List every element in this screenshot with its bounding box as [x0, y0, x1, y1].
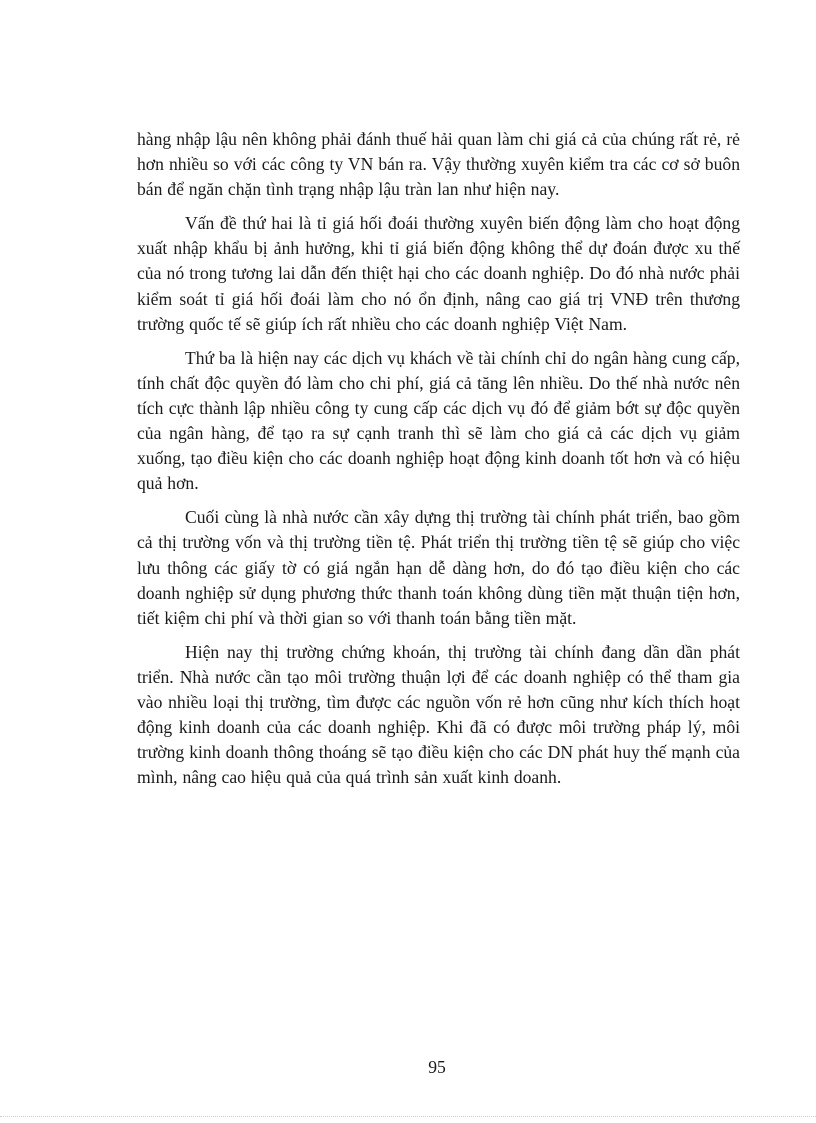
- paragraph-financial-services: Thứ ba là hiện nay các dịch vụ khách về tài chính chỉ do ngân hàng cung cấp, tính chất độc quyền đó làm cho chi phí, giá cả tăng lên nhiều. Do thế nhà nước nên tích cực thành lập nhiều công ty cung cấp các dịch vụ đó để giảm bớt sự độc quyền của ngân hàng, để tạo ra sự cạnh tranh thì sẽ làm cho giá cả các dịch vụ giảm xuống, tạo điều kiện cho các doanh nghiệp hoạt động kinh doanh tốt hơn và có hiệu quả hơn.: [137, 347, 740, 494]
- paragraph-financial-market: Cuối cùng là nhà nước cần xây dựng thị trường tài chính phát triển, bao gồm cả thị trường vốn và thị trường tiền tệ. Phát triển thị trường tiền tệ sẽ giúp cho việc lưu thông các giấy tờ có giá ngắn hạn dễ dàng hơn, do đó tạo điều kiện cho các doanh nghiệp sử dụng phương thức thanh toán không dùng tiền mặt thuận tiện hơn, tiết kiệm chi phí và thời gian so với thanh toán bằng tiền mặt.: [137, 507, 740, 628]
- paragraph-exchange-rate: Vấn đề thứ hai là tỉ giá hối đoái thường xuyên biến động làm cho hoạt động xuất nhập khẩu bị ảnh hưởng, khi tỉ giá biến động không thể dự đoán được xu thế của nó trong tương lai dẫn đến thiệt hại cho các doanh nghiệp. Do đó nhà nước phải kiểm soát tỉ giá hối đoái làm cho nó ổn định, nâng cao giá trị VNĐ trên thương trường quốc tế sẽ giúp ích rất nhiều cho các doanh nghiệp Việt Nam.: [137, 213, 740, 334]
- page-bottom-divider: [0, 1116, 816, 1117]
- page-number: 95: [428, 1057, 446, 1077]
- paragraph-securities-market: Hiện nay thị trường chứng khoán, thị trường tài chính đang dần dần phát triển. Nhà nước cần tạo môi trường thuận lợi để các doanh nghiệp có thể tham gia vào nhiều loại thị trường, tìm được các nguồn vốn rẻ hơn cũng như kích thích hoạt động kinh doanh của các doanh nghiệp. Khi đã có được môi trường pháp lý, môi trường kinh doanh thông thoáng sẽ tạo điều kiện cho các DN phát huy thế mạnh của mình, nâng cao hiệu quả của quá trình sản xuất kinh doanh.: [137, 641, 740, 788]
- paragraph-continuation: hàng nhập lậu nên không phải đánh thuế hải quan làm chi giá cả của chúng rất rẻ, rẻ hơn nhiều so với các công ty VN bán ra. Vậy thường xuyên kiểm tra các cơ sở buôn bán để ngăn chặn tình trạng nhập lậu tràn lan như hiện nay.: [137, 129, 740, 200]
- page-body: [137, 127, 740, 799]
